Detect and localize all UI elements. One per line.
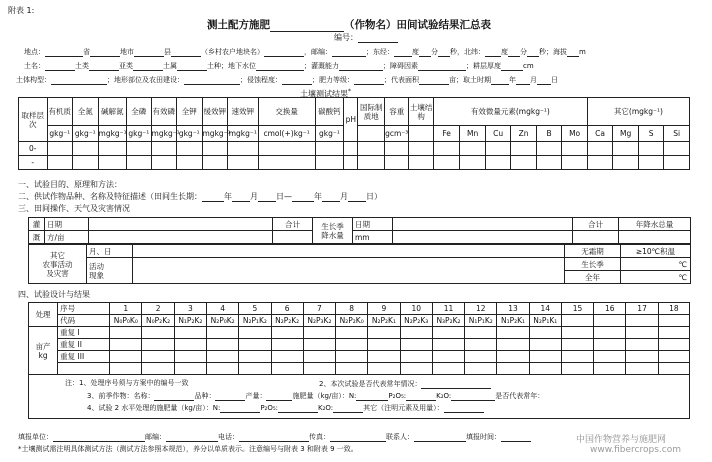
season-rain-label: 生长季 降水量 <box>313 218 353 244</box>
col-ph: pH <box>344 98 358 142</box>
col-micro-elements: 有效微量元素(mgkg⁻¹) <box>433 98 587 126</box>
col-caco3: 碳酸钙 <box>315 98 344 126</box>
appendix-label: 附表 1: <box>8 6 35 15</box>
form-number: 编号： <box>334 33 398 43</box>
soil-results-table <box>18 97 690 170</box>
section-4: 四、试验设计与结果 <box>18 290 90 299</box>
col-alkali-n: 碱解氮 <box>98 98 127 126</box>
title-prefix: 测土配方施肥 <box>207 19 270 31</box>
month-day-label: 月、日 <box>87 245 133 258</box>
footnote: *土壤测试需注明具体测试方法（测试方法参照本规范），养分以单质表示。注意编号与附表 3 和附表 9 一致。 <box>18 445 358 453</box>
title-suffix: 田间试验结果汇总表 <box>396 19 491 31</box>
col-total-n: 全氮 <box>73 98 98 126</box>
watermark-en: www.fibercrops.com <box>590 445 681 455</box>
section-2: 二、供试作物品种、名称及特征描述（田间生长期： 年 月 日— 年 月 日） <box>18 192 382 201</box>
col-organic: 有机质 <box>47 98 72 126</box>
soil-units-row: gkg⁻¹ gkg⁻¹ mgkg⁻¹ gkg⁻¹ mgkg⁻¹ gkg⁻¹ mgkg⁻¹ mgkg⁻¹ cmol(+)kg⁻¹ gkg⁻¹ gcm⁻³ Fe Mn Cu Zn B Mo Ca Mg S Si <box>19 126 690 142</box>
soil-row-1: 0- <box>19 142 690 156</box>
farm-activities-label: 其它 农事活动 及灾害 <box>29 245 87 284</box>
irrig-date-label: 日期 <box>45 218 89 231</box>
location-line: 地点： 省 地市 县 （乡村农户地块名） ，邮编： ；东经： 度 分 秒，北纬： 度 分 秒；海拔 m <box>24 48 586 56</box>
rep-row-3: 重复 III <box>29 351 690 363</box>
seq-row: 处理 序号 1 2 3 4 5 6 7 8 9 10 11 12 13 14 15 16 17 18 <box>29 303 690 315</box>
col-slow-k: 缓效钾 <box>202 98 227 126</box>
irrig-label-2: 溉 <box>29 231 45 244</box>
rep-row-2: 重复 II <box>29 339 690 351</box>
col-other-elements: 其它(mgkg⁻¹) <box>587 98 689 126</box>
col-avail-p: 有效磷 <box>151 98 176 126</box>
soil-profile-line: 土体构型： ；地形部位及农田建设： ；侵蚀程度： ；肥力等级： ；代表面积 亩；取土时期 年 月 日 <box>16 76 558 84</box>
col-total-k: 全钾 <box>177 98 202 126</box>
rain-total-label: 合计 <box>573 218 619 231</box>
footer-fill-line: 填报单位： 邮编： 电话： 传真： 联系人： 填报时间： <box>18 432 531 442</box>
col-sample-layer: 取样层次 <box>19 98 48 142</box>
treat-label: 处理 <box>29 303 58 327</box>
title-crop: （作物名） <box>344 19 397 31</box>
col-quick-k: 速效钾 <box>227 98 258 126</box>
col-structure: 土壤结构 <box>409 98 433 126</box>
section-3: 三、田间操作、天气及灾害情况 <box>18 204 130 213</box>
irrig-total-label: 合计 <box>273 218 313 231</box>
watermark-cn: 中国作物营养与施肥网 <box>576 435 667 445</box>
soil-type-line: 土名： 土类 亚类 土属 土种；地下水位 ；灌溉能力 ；障碍因素 ；耕层厚度 cm <box>24 62 534 70</box>
year-label: 全年 <box>565 271 621 284</box>
code-row: 代码 N₀P₀K₀ N₀P₂K₂ N₁P₂K₂ N₂P₀K₂ N₂P₁K₂ N₂P₂K₂ N₂P₃K₂ N₂P₂K₀ N₂P₂K₁ N₂P₂K₃ N₃P₂K₂ N₁P₁K₂ N₁P₂K₁ N₂P₁K₁ <box>29 315 690 327</box>
section-1: 一、试验目的、原理和方法： <box>18 180 122 189</box>
design-results-table <box>28 302 690 419</box>
note-3: 3、前季作物：名称： 品种： 产量： 施肥量（kg/亩）：N: P₂O₅: K₂O: 是否代表常年： <box>87 392 545 400</box>
note-4: 4、试验 2 水平处理的施肥量（kg/亩）：N: P₂O₅: K₂O: 其它（注明元素及用量）： <box>87 403 484 413</box>
col-texture: 国际制质地 <box>358 98 385 126</box>
col-total-p: 全磷 <box>127 98 151 126</box>
rain-date-label: 日期 <box>353 218 393 231</box>
seq-label: 序号 <box>58 303 110 315</box>
note-1: 注：1、处理序号须与方案中的编号一致 <box>65 379 189 387</box>
col-cec: 交换量 <box>258 98 315 126</box>
col-density: 容重 <box>384 98 408 126</box>
note-2: 2、本次试验是否代表常年情况： <box>319 379 491 389</box>
accum-temp-label: ≥10℃积温 <box>621 245 691 258</box>
frost-free-label: 无霜期 <box>565 245 621 258</box>
notes-row <box>29 375 690 419</box>
code-label: 代码 <box>58 315 110 327</box>
page-title <box>207 17 491 32</box>
rep-row-4 <box>29 363 690 375</box>
soil-row-2: - <box>19 156 690 170</box>
annual-rain-label: 年降水总量 <box>619 218 691 231</box>
season-label: 生长季 <box>565 258 621 271</box>
irrigation-table <box>28 217 691 244</box>
farm-activities-table: 其它 农事活动 及灾害 月、日 无霜期 ≥10℃积温 活动 现象 生长季 ℃ 全年 ℃ <box>28 244 691 284</box>
irrig-amount-label: 方/亩 <box>45 231 89 244</box>
rep-row-1: 亩产 kg 重复 I <box>29 327 690 339</box>
soil-results-title: 土壤测试结果* <box>300 88 351 99</box>
irrig-label-1: 灌 <box>29 218 45 231</box>
rain-mm-label: mm <box>353 231 393 244</box>
activity-label: 活动 现象 <box>87 258 133 284</box>
yield-label: 亩产 kg <box>29 327 58 375</box>
